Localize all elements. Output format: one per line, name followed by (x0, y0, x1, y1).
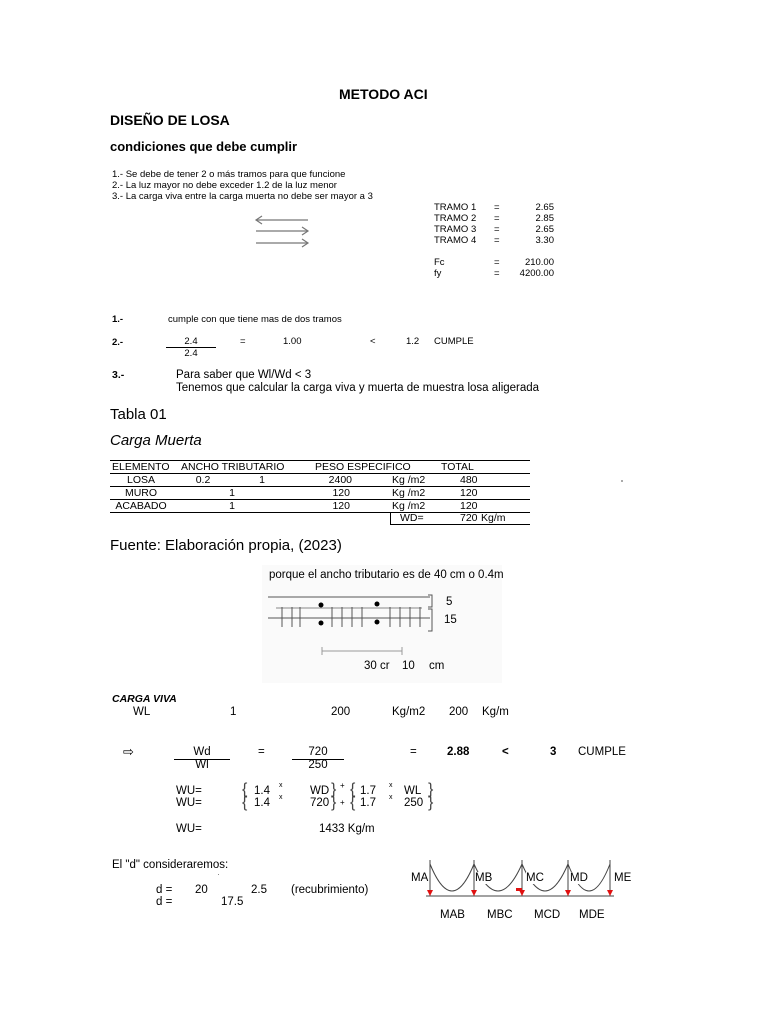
arrow-right-icon: ⇨ (123, 744, 134, 759)
moment-span-label: MCD (534, 909, 561, 921)
condition-2: 2.- La luz mayor no debe exceder 1.2 de la luz menor (112, 180, 337, 191)
live-load-value: 200 (331, 706, 351, 718)
table-cell-weight: 120 (332, 487, 350, 499)
brace-close: } (428, 794, 434, 811)
moment-support-label: MA (411, 872, 429, 884)
span-label: TRAMO 1 (434, 202, 477, 213)
wu-result: 1433 Kg/m (319, 823, 375, 835)
wu-label-3: WU= (176, 823, 202, 835)
check-3-line2: Tenemos que calcular la carga viva y muerta de muestra losa aligerada (176, 382, 540, 394)
material-label: fy (434, 268, 442, 279)
wu-times-2: x (389, 782, 393, 789)
wu-factor-live: 1.7 (360, 785, 376, 797)
wu-value-live: 250 (404, 797, 424, 809)
brace-open: { (242, 781, 248, 798)
d-row2-value: 17.5 (221, 896, 244, 908)
ratio-den-value: 250 (308, 759, 328, 771)
wu-times-4: x (389, 794, 393, 801)
brace-close: } (331, 781, 337, 798)
check-2-lt: < (370, 336, 376, 347)
live-load-total: 200 (449, 706, 469, 718)
table-cell-element: LOSA (126, 474, 155, 486)
speck (621, 480, 623, 482)
d-row2-label: d = (156, 896, 173, 908)
span-eq: = (494, 213, 500, 224)
check-2-limit: 1.2 (406, 336, 420, 347)
span-eq: = (494, 224, 500, 235)
table-cell-qty: 1 (259, 474, 265, 486)
check-1-text: cumple con que tiene mas de dos tramos (168, 314, 342, 325)
table-cell-unit: Kg /m2 (392, 474, 426, 486)
table-cell-total: 480 (460, 474, 478, 486)
table-cell-element: MURO (124, 487, 158, 499)
wu-label-1: WU= (176, 785, 202, 797)
table-cell-width: 0.2 (195, 474, 211, 486)
d-row1-label: d = (156, 884, 173, 896)
dead-load-sum-unit: Kg/m (481, 512, 506, 524)
table-header: ANCHO TRIBUTARIO (181, 461, 285, 473)
span-value: 2.85 (535, 213, 554, 224)
figure-caption: porque el ancho tributario es de 40 cm o 0.4m (269, 569, 504, 581)
brace-open: { (242, 794, 248, 811)
table-cell-unit: Kg /m2 (392, 500, 426, 512)
live-load-heading: CARGA VIVA (112, 693, 177, 705)
wu-factor-dead: 1.4 (254, 785, 270, 797)
live-load-label: WL (133, 706, 151, 718)
dim-rib-spacing: 30 cr (364, 660, 390, 672)
brace-open: { (350, 781, 356, 798)
wu-factor-live-2: 1.7 (360, 797, 376, 809)
span-value: 3.30 (535, 235, 554, 246)
moment-support-label: MC (526, 872, 544, 884)
table-label: Tabla 01 (110, 406, 167, 423)
d-heading: El "d" consideraremos: (112, 859, 229, 871)
material-label: Fc (434, 257, 445, 268)
wu-times-1: x (279, 782, 283, 789)
wu-term-dead: WD (310, 785, 330, 797)
dim-unit: cm (429, 660, 445, 672)
check-2-number: 2.- (112, 337, 124, 348)
check-3-line1: Para saber que Wl/Wd < 3 (176, 369, 312, 381)
dead-load-sum-value: 720 (460, 512, 478, 524)
table-cell-weight: 120 (332, 500, 350, 512)
page-title: METODO ACI (339, 86, 428, 102)
check-2-result: 1.00 (283, 336, 302, 347)
table-cell-total: 120 (460, 487, 478, 499)
table-cell-total: 120 (460, 500, 478, 512)
check-2-numerator: 2.4 (184, 336, 198, 347)
table-cell-element: ACABADO (115, 500, 167, 512)
conditions-heading: condiciones que debe cumplir (110, 139, 298, 154)
condition-3: 3.- La carga viva entre la carga muerta no debe ser mayor a 3 (112, 191, 373, 202)
wu-term-live: WL (404, 785, 422, 797)
span-label: TRAMO 2 (434, 213, 477, 224)
ratio-num-label: Wd (193, 746, 211, 758)
ratio-limit: 3 (550, 746, 557, 758)
live-load-total-unit: Kg/m (482, 706, 509, 718)
ratio-num-value: 720 (308, 746, 328, 758)
span-eq: = (494, 235, 500, 246)
live-load-unit: Kg/m2 (392, 706, 426, 718)
ratio-eq: = (258, 746, 265, 758)
brace-close: } (331, 794, 337, 811)
span-label: TRAMO 4 (434, 235, 477, 246)
dim-bottom: 15 (444, 614, 457, 626)
table-header: PESO ESPECIFICO (315, 461, 411, 473)
material-eq: = (494, 257, 500, 268)
span-value: 2.65 (535, 224, 554, 235)
table-cell-weight: 2400 (328, 474, 352, 486)
material-value: 4200.00 (519, 268, 554, 279)
live-load-qty: 1 (230, 706, 237, 718)
table-cell-unit: Kg /m2 (392, 487, 426, 499)
span-eq: = (494, 202, 500, 213)
moment-span-label: MDE (579, 909, 605, 921)
speck (218, 874, 219, 875)
table-cell-qty: 1 (229, 500, 235, 512)
material-value: 210.00 (524, 257, 554, 268)
span-label: TRAMO 3 (434, 224, 477, 235)
dead-load-sum-label: WD= (400, 512, 424, 524)
check-2-eq: = (240, 336, 246, 347)
dim-top: 5 (446, 596, 453, 608)
wu-factor-dead-2: 1.4 (254, 797, 270, 809)
d-row1-height: 20 (195, 884, 208, 896)
condition-1: 1.- Se debe de tener 2 o más tramos para que funcione (112, 169, 346, 180)
source-note: Fuente: Elaboración propia, (2023) (110, 537, 342, 554)
brace-open: { (350, 794, 356, 811)
wu-plus-1: + (340, 781, 345, 790)
table-header: TOTAL (441, 461, 474, 473)
table-cell-qty: 1 (229, 487, 235, 499)
ratio-lt: < (502, 746, 509, 758)
check-1-number: 1.- (112, 314, 124, 325)
table-header: ELEMENTO (112, 461, 170, 473)
span-value: 2.65 (535, 202, 554, 213)
moment-support-label: ME (614, 872, 632, 884)
check-2-denominator: 2.4 (184, 348, 198, 359)
d-row1-note: (recubrimiento) (291, 884, 369, 896)
ratio-status: CUMPLE (578, 746, 626, 758)
wu-times-3: x (279, 794, 283, 801)
ratio-eq2: = (410, 746, 417, 758)
wu-value-dead: 720 (310, 797, 330, 809)
wu-plus-2: + (340, 798, 345, 807)
wu-label-2: WU= (176, 797, 202, 809)
material-eq: = (494, 268, 500, 279)
table-title: Carga Muerta (110, 432, 202, 449)
moment-diagram (420, 856, 620, 906)
d-row1-cover: 2.5 (251, 884, 267, 896)
ratio-result: 2.88 (447, 746, 470, 758)
ratio-den-label: Wl (195, 759, 209, 771)
load-arrows-icon (252, 214, 314, 250)
moment-support-label: MB (475, 872, 493, 884)
dim-rib-width: 10 (402, 660, 415, 672)
moment-support-label: MD (570, 872, 588, 884)
section-title: DISEÑO DE LOSA (110, 112, 230, 128)
brace-close: } (428, 781, 434, 798)
moment-span-label: MBC (487, 909, 513, 921)
moment-span-label: MAB (440, 909, 465, 921)
check-3-number: 3.- (112, 369, 125, 381)
check-2-status: CUMPLE (434, 336, 474, 347)
